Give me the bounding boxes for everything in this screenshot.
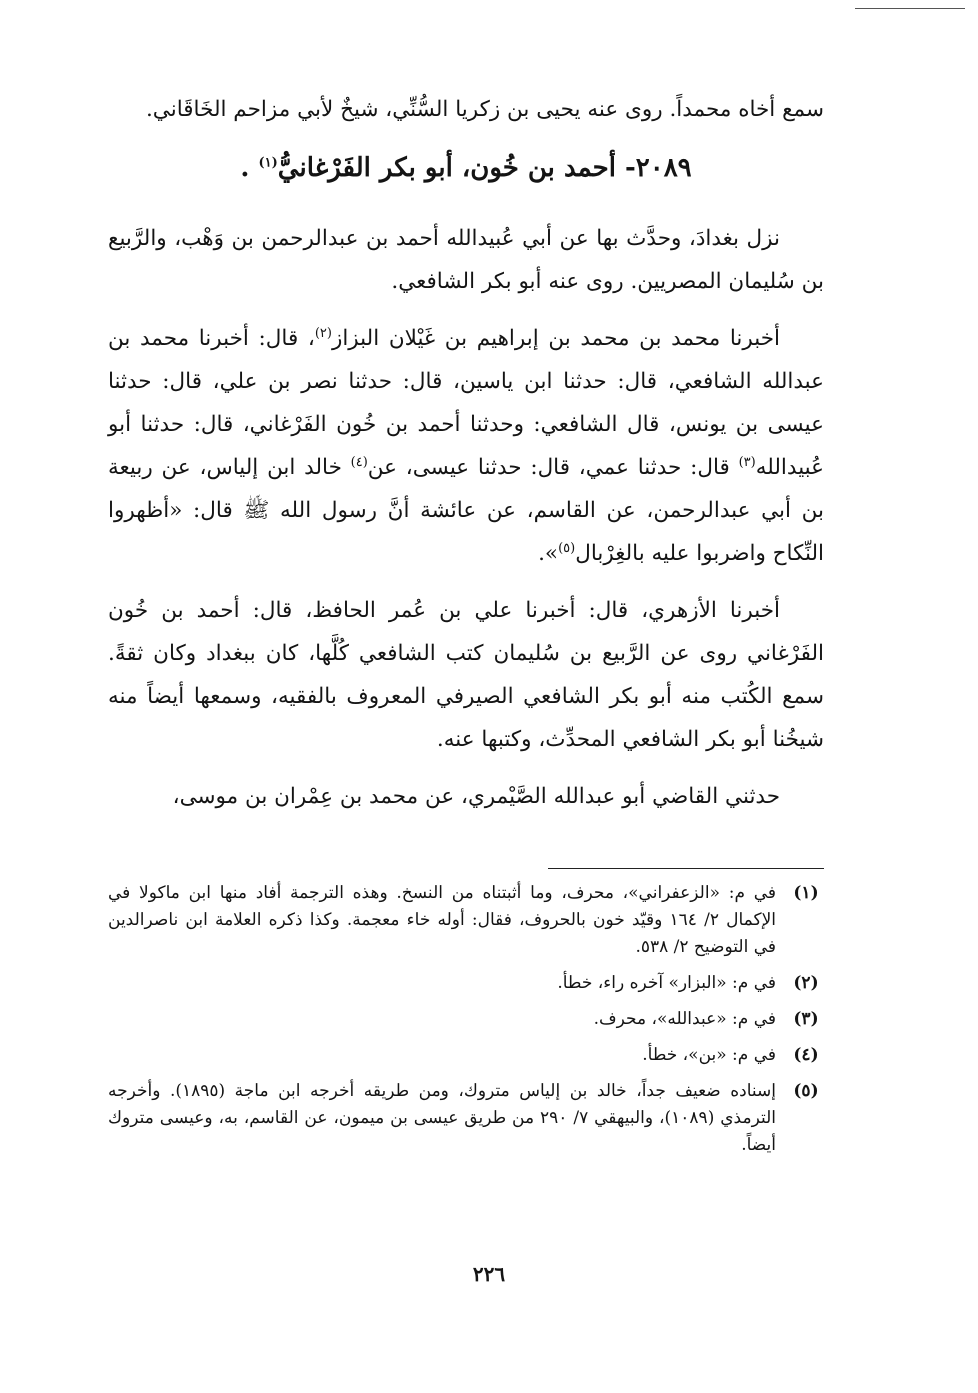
- footnote-item: [108, 1006, 824, 1033]
- footnote-item: [108, 970, 824, 997]
- isnad-part-b: ، قال: أخبرنا محمد بن عبدالله الشافعي، قال: حدثنا ابن ياسين، قال: حدثنا نصر بن علي، قال: حدثنا عيسى بن يونس، قال الشافعي: وحدثنا أحمد بن خُون الفَرْغاني، قال: حدثنا أبو عُبيدالله: [108, 326, 824, 480]
- footnote-divider: [548, 868, 824, 869]
- footnote-text: في م: «بن»، خطأ.: [642, 1045, 776, 1065]
- page-number: ٢٢٦: [472, 1262, 506, 1286]
- footnote-item: [108, 880, 824, 961]
- footnote-item: [108, 1078, 824, 1159]
- main-text: [108, 88, 824, 832]
- footnote-text: إسناده ضعيف جداً، خالد بن إلياس متروك، ومن طريقه أخرجه ابن ماجة (١٨٩٥). وأخرجه الترمذي (١٠٨٩)، والبيهقي ٧/ ٢٩٠ من طريق عيسى بن ميمون، عن القاسم، به، وعيسى متروك أيضاً.: [108, 1081, 776, 1155]
- footnote-ref-5: (٥): [558, 540, 576, 556]
- paragraph-azhari: أخبرنا الأزهري، قال: أخبرنا علي بن عُمر الحافظ، قال: أحمد بن خُون الفَرْغاني روى عن الرَّبيع بن سُليمان كتب الشافعي كُلَّها، كان ببغداد وكان ثقةً. سمع الكُتب منه أبو بكر الشافعي الصيرفي المعروف بالفقيه، وسمعها أيضاً منه شيخُنا أبو بكر الشافعي المحدِّث، وكتبها عنه.: [108, 598, 824, 752]
- isnad-part-a: أخبرنا محمد بن محمد بن إبراهيم بن غَيْلان البزاز: [331, 326, 780, 351]
- entry-heading: [108, 145, 824, 191]
- footnote-number: (٣): [793, 1009, 819, 1029]
- footnote-ref-2: (٢): [314, 325, 332, 341]
- footnote-number: (٢): [793, 973, 819, 993]
- entry-heading-end: .: [240, 153, 250, 183]
- footnote-text: في م: «عبدالله»، محرف.: [593, 1009, 776, 1029]
- top-edge-rule: [855, 8, 965, 9]
- footnote-ref-3: (٣): [738, 454, 756, 470]
- footnote-number: (١): [793, 883, 819, 903]
- isnad-part-c: قال: حدثنا عمي، قال: حدثنا عيسى، عن: [367, 455, 739, 480]
- footnote-number: (٥): [793, 1081, 819, 1101]
- paragraph-saymari: حدثني القاضي أبو عبدالله الصَّيْمري، عن محمد بن عِمْران بن موسى،: [172, 784, 780, 809]
- entry-heading-text: ٢٠٨٩- أحمد بن خُون، أبو بكر الفَرْغانيُّ: [277, 153, 692, 183]
- footnote-item: [108, 1042, 824, 1069]
- footnotes: [108, 880, 824, 1168]
- footnote-text: في م: «البزار» آخره راء، خطأ.: [557, 973, 776, 993]
- paragraph-isnad: [108, 317, 824, 575]
- paragraph-biography: نزل بغدادَ، وحدَّث بها عن أبي عُبيدالله أحمد بن عبدالرحمن بن وَهْب، والرَّبيع بن سُليمان المصريين. روى عنه أبو بكر الشافعي.: [108, 226, 824, 294]
- paragraph-continuation: سمع أخاه محمداً. روى عنه يحيى بن زكريا السُّنِّي، شيخٌ لأبي مزاحم الخَاقَاني.: [145, 97, 824, 122]
- footnote-number: (٤): [793, 1045, 819, 1065]
- footnote-text: في م: «الزعفراني»، محرف، وما أثبتناه من النسخ. وهذه الترجمة أفاد منها ابن ماكولا في الإكمال ٢/ ١٦٤ وقيّد خون بالحروف، فقال: أوله خاء معجمة. وكذا ذكره العلامة ابن ناصرالدين في التوضيح ٢/ ٥٣٨.: [108, 883, 776, 957]
- footnote-ref-1: (١): [258, 155, 278, 171]
- isnad-part-e: ».: [538, 541, 559, 566]
- isnad-part-d: خالد ابن إلياس، عن ربيعة بن أبي عبدالرحمن، عن القاسم، عن عائشة أنَّ رسول الله ﷺ قال: «أظهروا النِّكاح واضربوا عليه بالغِرْبال: [108, 455, 824, 566]
- footnote-ref-4: (٤): [350, 454, 368, 470]
